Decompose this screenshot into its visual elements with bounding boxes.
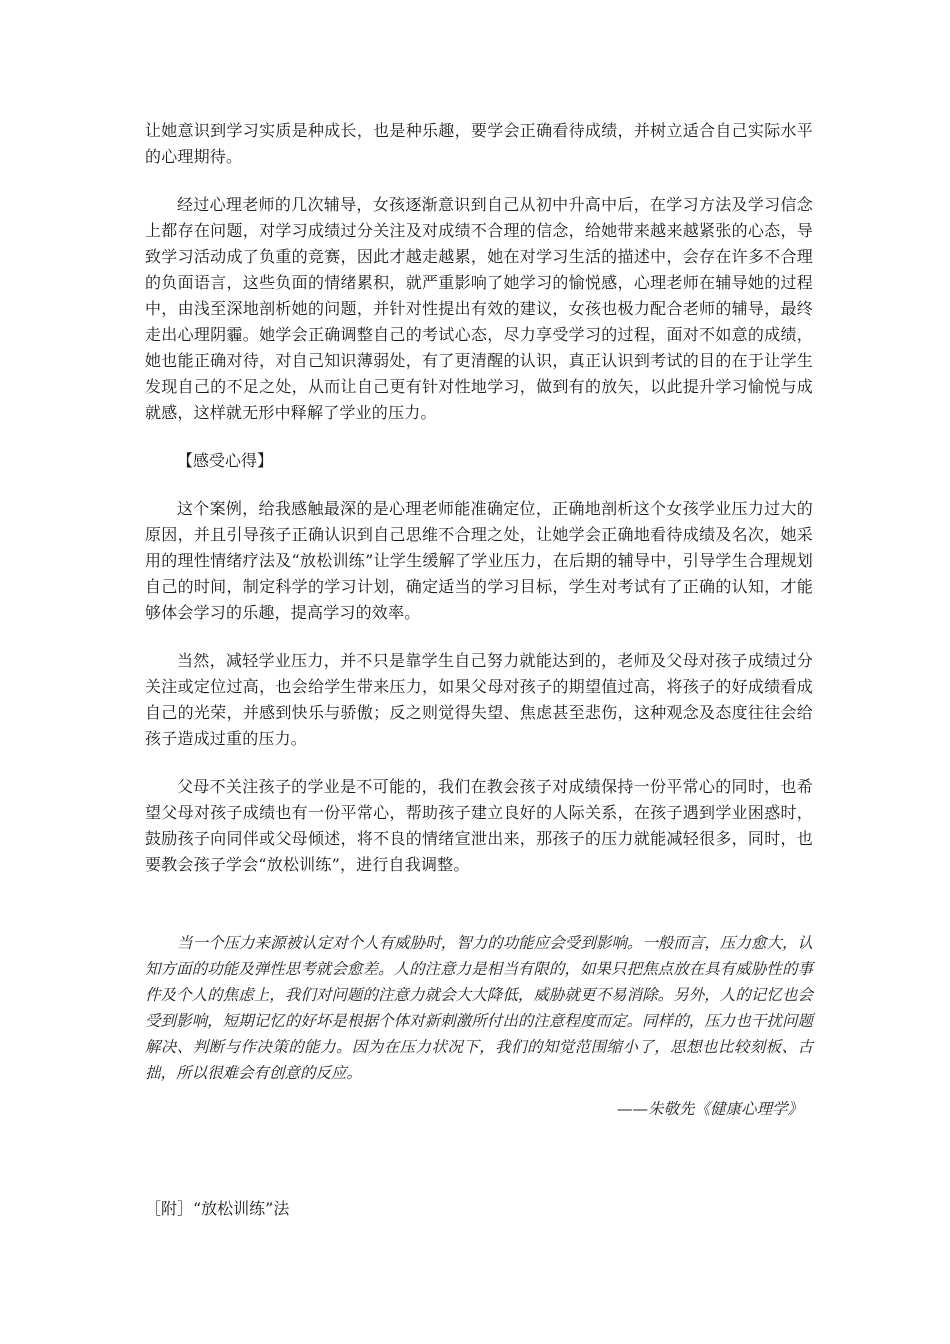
paragraph-continued: 让她意识到学习实质是种成长，也是种乐趣，要学会正确看待成绩，并树立适合自己实际水平的心理期待。 <box>145 121 813 166</box>
quote-text: 当一个压力来源被认定对个人有威胁时，智力的功能应会受到影响。一般而言，压力愈大，认知方面的功能及弹性思考就会愈差。人的注意力是相当有限的，如果只把焦点放在具有威胁性的事件及个人的焦虑上，我们对问题的注意力就会大大降低，威胁就更不易消除。另外，人的记忆也会受到影响，短期记忆的好坏是根据个体对新刺激所付出的注意程度而定。同样的，压力也干扰问题解决、判断与作决策的能力。因为在压力状况下，我们的知觉范围缩小了，思想也比较刻板、古拙，所以很难会有创意的反应。 <box>145 934 813 1082</box>
paragraph-parents-attitude: 父母不关注孩子的学业是不可能的，我们在教会孩子对成绩保持一份平常心的同时，也希望父母对孩子成绩也有一份平常心，帮助孩子建立良好的人际关系，在孩子遇到学业困惑时，鼓励孩子向同伴或父母倾述，将不良的情绪宣泄出来，那孩子的压力就能减轻很多，同时，也要教会孩子学会“放松训练”，进行自我调整。 <box>145 777 813 874</box>
main-text <box>145 118 813 878</box>
paragraph-counseling-outcome: 经过心理老师的几次辅导，女孩逐渐意识到自己从初中升高中后，在学习方法及学习信念上都存在问题，对学习成绩过分关注及对成绩不合理的信念，给她带来越来越紧张的心态，导致学习活动成了负重的竞赛，因此才越走越累，她在对学习生活的描述中，会存在许多不合理的负面语言，这些负面的情绪累积，就严重影响了她学习的愉悦感，心理老师在辅导她的过程中，由浅至深地剖析她的问题，并针对性提出有效的建议，女孩也极力配合老师的辅导，最终走出心理阴霾。她学会正确调整自己的考试心态，尽力享受学习的过程，面对不如意的成绩，她也能正确对待，对自己知识薄弱处，有了更清醒的认识，真正认识到考试的目的在于让学生发现自己的不足之处，从而让自己更有针对性地学习，做到有的放矢，以此提升学习愉悦与成就感，这样就无形中释解了学业的压力。 <box>145 195 813 422</box>
quote-source: ——朱敬先《健康心理学》 <box>616 1100 803 1118</box>
paragraph-reflection: 这个案例，给我感触最深的是心理老师能准确定位，正确地剖析这个女孩学业压力过大的原因，并且引导孩子正确认识到自己思维不合理之处，让她学会正确地看待成绩及名次，她采用的理性情绪疗法及“放松训练”让学生缓解了学业压力，在后期的辅导中，引导学生合理规划自己的时间，制定科学的学习计划，确定适当的学习目标，学生对考试有了正确的认知，才能够体会学习的乐趣，提高学习的效率。 <box>145 499 813 622</box>
quote-block <box>145 930 813 1122</box>
paragraph-parents-pressure: 当然，减轻学业压力，并不只是靠学生自己努力就能达到的，老师及父母对孩子成绩过分关注或定位过高，也会给学生带来压力，如果父母对孩子的期望值过高，将孩子的好成绩看成自己的光荣，并感到快乐与骄傲；反之则觉得失望、焦虑甚至悲伤，这种观念及态度往往会给孩子造成过重的压力。 <box>145 651 813 748</box>
appendix-title: ［附］“放松训练”法 <box>145 1199 290 1218</box>
section-heading: 【感受心得】 <box>177 451 274 470</box>
